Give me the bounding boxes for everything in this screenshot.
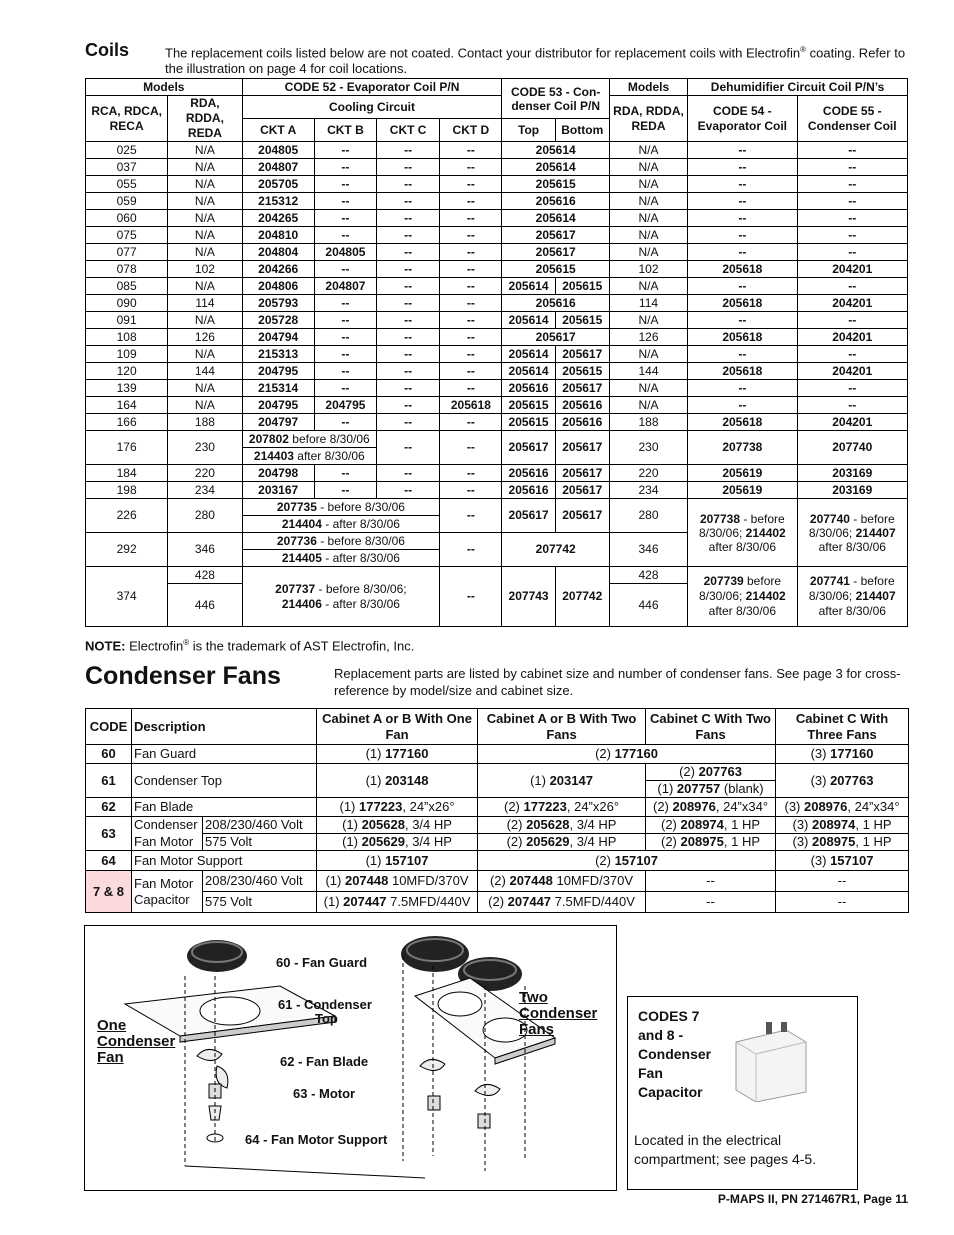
label-condenser-top: 61 - Condenser [278,997,372,1012]
coil-row: 120 144 204795 -- -- -- 205614 205615 144 205618 204201 [86,363,908,380]
capacitor-icon [726,1022,816,1102]
coil-row: 108 126 204794 -- -- -- 205617 126 205618 204201 [86,329,908,346]
label-fan-motor-support: 64 - Fan Motor Support [245,1132,388,1147]
coil-row: 139 N/A 215314 -- -- -- 205616 205617 N/A -- -- [86,380,908,397]
trademark-note: NOTE: Electrofin® is the trademark of AST Electrofin, Inc. [85,638,415,654]
condenser-fans-heading: Condenser Fans [85,662,281,690]
coils-intro: The replacement coils listed below are not coated. Contact your distributor for replacement coils with Electrofin® coating. Refer to the illustration on page 4 for coil locations. [165,45,906,77]
fan-table: CODE Description Cabinet A or B With One Fan Cabinet A or B With Two Fans Cabinet C With Two Fans Cabinet C With Three Fans 60 Fan Guard (1) 177160 (2) 177160 (3) 177160 61 Condenser Top (1) 203148 (1) 203147 (2) 207763 (3) 207763 (1) 207757 (blank) 62 Fan Blade (1) 177223, 24”x26° (2) 177223, 24”x26° (2) 208976, 24”x34° (3) 208976, 24”x34° 63 Condenser 208/230/460 Volt (1) 205628, 3/4 HP (2) 205628, 3/4 HP (2) 208974, 1 HP (3) 208974, 1 HP Fan Motor 575 Volt (1) 205629, 3/4 HP (2) 205629, 3/4 HP (2) 208975, 1 HP (3) 208975, 1 HP 64 Fan Motor Support (1) 157107 (2) 157107 (3) 157107 7 & 8 Fan Motor Capacitor 208/230/460 Volt (1) 207448 10MFD/370V (2) 207448 10MFD/370V -- -- 575 Volt (1) 207447 7.5MFD/440V (2) 207447 7.5MFD/440V -- -- [85,708,909,913]
label-condenser-top-2: Top [315,1011,338,1026]
label-fan-guard: 60 - Fan Guard [276,955,368,970]
coil-row: 166 188 204797 -- -- -- 205615 205616 188 205618 204201 [86,414,908,431]
coil-row: 060 N/A 204265 -- -- -- 205614 N/A -- -- [86,210,908,227]
coil-row: 055 N/A 205705 -- -- -- 205615 N/A -- -- [86,176,908,193]
label-two-condenser-fans: Two Condenser Fans [519,989,598,1038]
label-fan-blade: 62 - Fan Blade [280,1054,369,1069]
capacitor-box [627,996,858,1190]
page-footer: P-MAPS II, PN 271467R1, Page 11 [717,1192,908,1206]
coil-row: 077 N/A 204804 204805 -- -- 205617 N/A -- -- [86,244,908,261]
coil-table: Models CODE 52 - Evaporator Coil P/N CODE 53 - Con-denser Coil P/N Models Dehumidifier Circuit Coil P/N’s RCA, RDCA, RECA RDA, RDDA, REDA Cooling Circuit RDA, RDDA, REDA CODE 54 - Evaporator Coil CODE 55 - Condenser Coil CKT A CKT B CKT C CKT D Top Bottom 025 N/A 204805 -- -- -- 205614 N/A -- -- 037 N/A 204807 -- -- -- 205614 N/A -- -- 055 N/A 205705 -- -- -- 205615 N/A -- -- 059 N/A 215312 -- -- -- 205616 N/A -- -- 060 N/A 204265 -- -- -- 205614 N/A -- -- 075 N/A 204810 -- -- -- 205617 N/A -- -- 077 N/A 204804 204805 -- -- 205617 N/A -- -- 078 102 204266 -- -- -- 205615 102 205618 204201 085 N/A 204806 204807 -- -- 205614 205615 N/A -- -- 090 114 205793 -- -- -- 205616 114 205618 204201 091 N/A 205728 -- -- -- 205614 205615 N/A -- -- 108 126 204794 -- -- -- 205617 126 205618 204201 109 N/A 215313 -- -- -- 205614 205617 N/A -- -- 120 144 204795 -- -- -- 205614 205615 144 205618 204201 139 N/A 215314 -- -- -- 205616 205617 N/A -- -- 164 N/A 204795 204795 -- 205618 205615 205616 N/A -- -- 166 188 204797 -- -- -- 205615 205616 188 205618 204201 176 230 207802 before 8/30/06 -- -- 205617 205617 230 207738 207740 214403 after 8/30/06 184 220 204798 -- -- -- 205616 205617 220 205619 203169 198 234 203167 -- -- -- 205616 205617 234 205619 203169 226 280 207735 - before 8/30/06 -- 205617 205617 280 207738 - before 8/30/06; 214402 after 8/30/06 207740 - before 8/30/06; 214407 after 8/30/06 214404 - after 8/30/06 292 346 207736 - before 8/30/06 -- 207742 346 214405 - after 8/30/06 374 428 207737 - before 8/30/06; 214406 - after 8/30/06 -- 207743 207742 428 207739 before 8/30/06; 214402 after 8/30/06 207741 - before 8/30/06; 214407 after 8/30/06 446 446 [85,78,908,627]
coil-row: 075 N/A 204810 -- -- -- 205617 N/A -- -- [86,227,908,244]
coil-row: 085 N/A 204806 204807 -- -- 205614 205615 N/A -- -- [86,278,908,295]
coil-row: 025 N/A 204805 -- -- -- 205614 N/A -- -- [86,142,908,159]
condenser-fans-intro: Replacement parts are listed by cabinet size and number of condenser fans. See page 3 for cross-reference by model/size and cabinet size. [334,666,901,698]
capacitor-location: Located in the electrical compartment; see pages 4-5. [634,1132,817,1167]
coil-row: 091 N/A 205728 -- -- -- 205614 205615 N/A -- -- [86,312,908,329]
coil-row: 078 102 204266 -- -- -- 205615 102 205618 204201 [86,261,908,278]
coil-row: 090 114 205793 -- -- -- 205616 114 205618 204201 [86,295,908,312]
coil-row: 109 N/A 215313 -- -- -- 205614 205617 N/A -- -- [86,346,908,363]
coil-row: 059 N/A 215312 -- -- -- 205616 N/A -- -- [86,193,908,210]
label-motor: 63 - Motor [293,1086,356,1101]
label-one-condenser-fan: One Condenser Fan [97,1017,176,1066]
capacitor-title: CODES 7 and 8 - Condenser Fan Capacitor [638,1008,712,1100]
coils-heading: Coils [85,40,130,60]
fan-assembly-diagram [84,925,617,1191]
coil-row: 164 N/A 204795 204795 -- 205618 205615 205616 N/A -- -- [86,397,908,414]
coil-row: 037 N/A 204807 -- -- -- 205614 N/A -- -- [86,159,908,176]
